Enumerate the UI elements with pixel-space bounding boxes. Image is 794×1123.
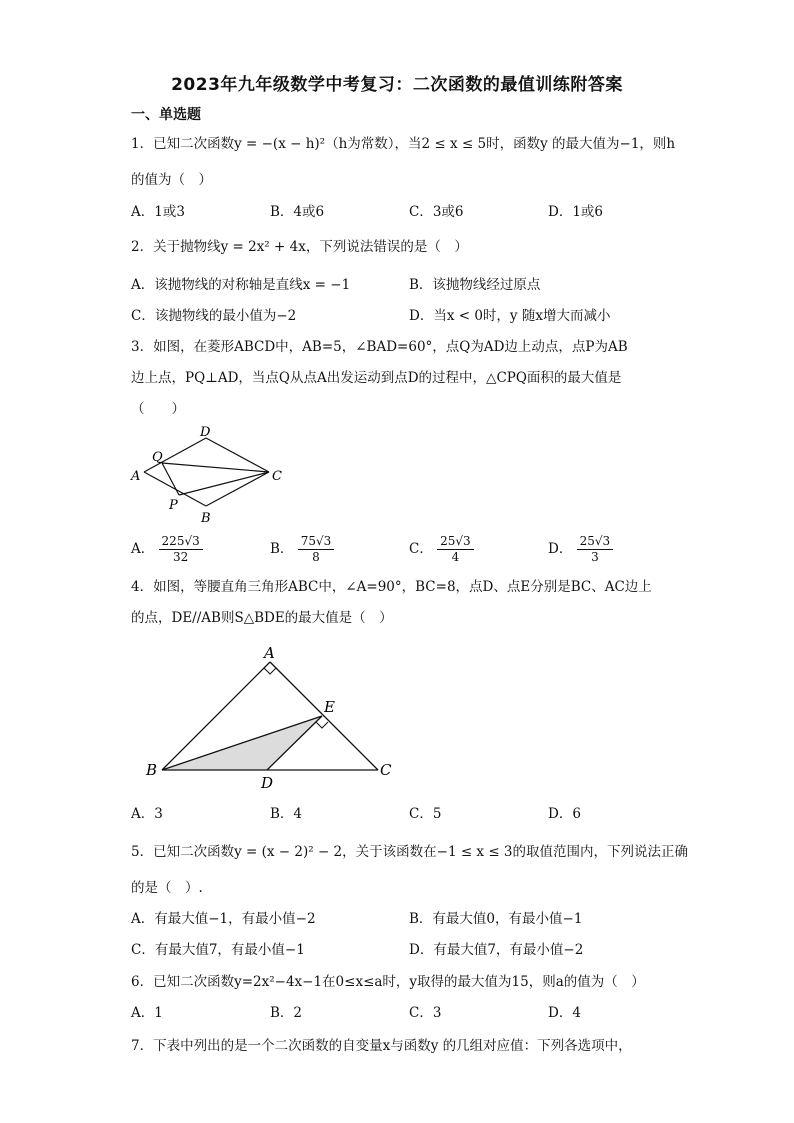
q4-stem-cont: 的点，DE//AB则S△BDE的最大值是（ ） [131, 610, 393, 626]
q2-option-c: C．该抛物线的最小值为−2 [131, 308, 297, 324]
q6-stem: 6．已知二次函数y=2x²−4x−1在0≤x≤a时，y取得的最大值为15，则a的值为（ ） [131, 974, 645, 990]
q3-edge-cb [206, 472, 269, 506]
q4-right-angle-a [264, 668, 276, 674]
q1-stem-cont: 的值为（ ） [131, 172, 212, 188]
q5-option-c: C．有最大值7，有最小值−1 [131, 942, 305, 958]
q3-option-a [131, 534, 203, 565]
q3-stem-paren: （ ） [131, 401, 185, 417]
q3-option-a-letter: A． [131, 541, 155, 557]
q3-option-c-fraction [437, 534, 474, 565]
q3-label-a: A [131, 469, 141, 484]
q3-label-c: C [272, 469, 282, 484]
q3-option-c-letter: C． [409, 541, 433, 557]
q1-stem: 1．已知二次函数y = −(x − h)²（h为常数），当2 ≤ x ≤ 5时，函数y 的最大值为−1，则h [131, 136, 676, 152]
q4-option-a: A．3 [131, 806, 163, 822]
q3-option-d-numerator: 25√3 [577, 534, 614, 550]
q3-option-d [548, 534, 613, 565]
q3-option-b [270, 534, 334, 565]
q4-label-a: A [264, 644, 275, 662]
q3-stem: 3．如图，在菱形ABCD中，AB=5，∠BAD=60°，点Q为AD边上动点，点P为AB [131, 339, 628, 355]
q5-option-a: A．有最大值−1，有最小值−2 [131, 911, 316, 927]
q3-option-a-fraction [159, 534, 203, 565]
q5-option-b: B．有最大值0，有最小值−1 [409, 911, 583, 927]
q3-label-b: B [201, 511, 211, 526]
q2-option-b: B．该抛物线经过原点 [409, 277, 541, 293]
q6-option-d: D．4 [548, 1005, 581, 1021]
page-title: 2023年九年级数学中考复习：二次函数的最值训练附答案 [171, 75, 623, 95]
q2-option-d: D．当x < 0时，y 随x增大而减小 [409, 308, 611, 324]
q4-label-b: B [146, 761, 158, 779]
section-heading: 一、单选题 [131, 107, 201, 123]
q3-option-a-denominator: 32 [173, 550, 189, 564]
q4-label-c: C [380, 761, 392, 779]
q4-stem: 4．如图，等腰直角三角形ABC中，∠A=90°，BC=8，点D、点E分别是BC、AC边上 [131, 579, 652, 595]
q4-label-e: E [324, 698, 335, 716]
q7-stem: 7．下表中列出的是一个二次函数的自变量x与函数y 的几组对应值：下列各选项中， [131, 1038, 632, 1054]
q3-option-c [409, 534, 474, 565]
q3-option-b-denominator: 8 [312, 550, 320, 564]
q3-label-q: Q [152, 450, 163, 465]
q3-option-c-numerator: 25√3 [437, 534, 474, 550]
q3-rhombus-figure [125, 422, 295, 532]
q3-segment-qc [162, 463, 269, 472]
q3-option-b-fraction [298, 534, 335, 565]
q3-option-d-denominator: 3 [591, 550, 599, 564]
q4-edge-ac [270, 662, 378, 770]
q3-option-d-letter: D． [548, 541, 573, 557]
q1-option-d: D．1或6 [548, 204, 604, 220]
q3-label-p: P [169, 498, 178, 513]
q1-option-b: B．4或6 [270, 204, 325, 220]
q3-label-d: D [200, 425, 211, 440]
q3-segment-pc [179, 472, 269, 495]
q4-option-c: C．5 [409, 806, 442, 822]
q3-option-b-numerator: 75√3 [298, 534, 335, 550]
q3-option-b-letter: B． [270, 541, 294, 557]
q3-option-a-numerator: 225√3 [159, 534, 203, 550]
q6-option-b: B．2 [270, 1005, 303, 1021]
q5-stem: 5．已知二次函数y = (x − 2)² − 2，关于该函数在−1 ≤ x ≤ 3的取值范围内，下列说法正确 [131, 844, 689, 860]
q3-option-c-denominator: 4 [451, 550, 460, 564]
q6-option-c: C．3 [409, 1005, 442, 1021]
q4-option-d: D．6 [548, 806, 581, 822]
q2-option-a: A．该抛物线的对称轴是直线x = −1 [131, 277, 351, 293]
q1-option-c: C．3或6 [409, 204, 464, 220]
q4-right-angle-e [316, 722, 328, 728]
q2-stem: 2．关于抛物线y = 2x² + 4x，下列说法错误的是（ ） [131, 239, 468, 255]
q4-label-d: D [261, 774, 274, 792]
q3-segment-qp [162, 463, 179, 495]
q1-option-a: A．1或3 [131, 204, 185, 220]
q5-stem-cont: 的是（ ）. [131, 880, 203, 896]
q3-stem-cont: 边上点，PQ⊥AD，当点Q从点A出发运动到点D的过程中，△CPQ面积的最大值是 [131, 370, 622, 386]
q4-option-b: B．4 [270, 806, 303, 822]
q3-option-d-fraction [577, 534, 614, 565]
q4-triangle-figure [140, 640, 410, 795]
q6-option-a: A．1 [131, 1005, 163, 1021]
q5-option-d: D．有最大值7，有最小值−2 [409, 942, 584, 958]
